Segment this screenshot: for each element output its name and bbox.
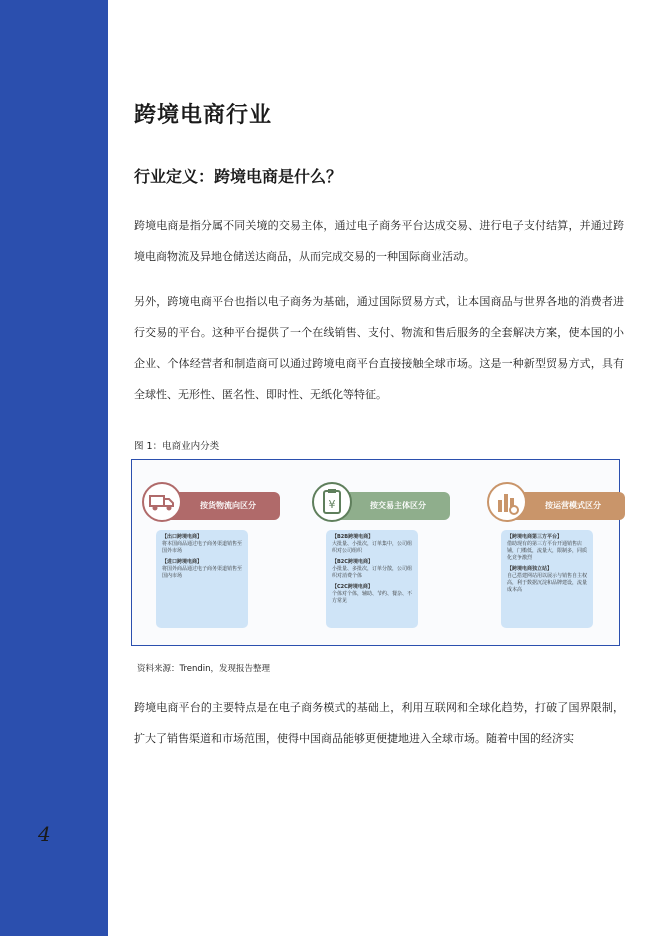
figure-caption: 图 1：电商业内分类 — [134, 441, 220, 452]
figure-source: 资料来源：Trendin，发现报告整理 — [137, 664, 271, 674]
page-number: 4 — [38, 822, 51, 846]
classification-figure — [131, 459, 620, 646]
group-label: 按运营模式区分 — [507, 492, 625, 520]
item-title: 【进口跨境电商】 — [162, 559, 203, 565]
item-text: 小批量、多批次，订单分散，公司组织对消费个体 — [332, 566, 413, 579]
group-label: 按货物流向区分 — [162, 492, 280, 520]
sidebar-band — [0, 0, 108, 936]
item-text: 大批量、小批次，订单集中，公司组织对公司组织 — [332, 541, 413, 554]
item-text: 将国外商品通过电子商务渠道销售至国内市场 — [162, 566, 243, 579]
group-card — [326, 530, 418, 628]
section-heading: 行业定义：跨境电商是什么？ — [134, 167, 343, 186]
item-title: 【跨境电商独立站】 — [507, 566, 553, 572]
item-text: 将本国商品通过电子商务渠道销售至国外市场 — [162, 541, 243, 554]
item-text: 自己搭建网站用以展示与销售自主权高，利于数据沉淀和品牌建设，流量成本高 — [507, 573, 588, 593]
chart-gear-icon — [487, 482, 527, 522]
svg-text:¥: ¥ — [328, 498, 336, 511]
group-label: 按交易主体区分 — [332, 492, 450, 520]
clipboard-yen-icon — [312, 482, 352, 522]
item-text: 个体对个体，辅助、节约、餐杂、不方常见 — [332, 591, 413, 604]
truck-icon — [142, 482, 182, 522]
paragraph-2: 另外，跨境电商平台也指以电子商务为基础，通过国际贸易方式，让本国商品与世界各地的消费者进行交易的平台。这种平台提供了一个在线销售、支付、物流和售后服务的全套解决方案，使本国的小企业、个体经营者和制造商可以通过跨境电商平台直接接触全球市场。这是一种新型贸易方式，具有全球性、无形性、匿名性、即时性、无纸化等特征。 — [134, 295, 624, 401]
item-title: 【B2B跨境电商】 — [332, 534, 374, 540]
paragraph-1: 跨境电商是指分属不同关境的交易主体，通过电子商务平台达成交易、进行电子支付结算，并通过跨境电商物流及异地仓储送达商品，从而完成交易的一种国际商业活动。 — [134, 219, 624, 263]
item-title: 【跨境电商第三方平台】 — [507, 534, 563, 540]
group-card — [501, 530, 593, 628]
item-title: 【B2C跨境电商】 — [332, 559, 373, 565]
item-text: 借助现有的第三方平台开通销售店铺，门槛低，流量大，限制多，同质化竞争激烈 — [507, 541, 588, 561]
group-card — [156, 530, 248, 628]
page-title: 跨境电商行业 — [134, 103, 273, 128]
item-title: 【C2C跨境电商】 — [332, 584, 373, 590]
paragraph-3: 跨境电商平台的主要特点是在电子商务模式的基础上，利用互联网和全球化趋势，打破了国界限制，扩大了销售渠道和市场范围，使得中国商品能够更便捷地进入全球市场。随着中国的经济实 — [134, 701, 624, 745]
item-title: 【出口跨境电商】 — [162, 534, 203, 540]
